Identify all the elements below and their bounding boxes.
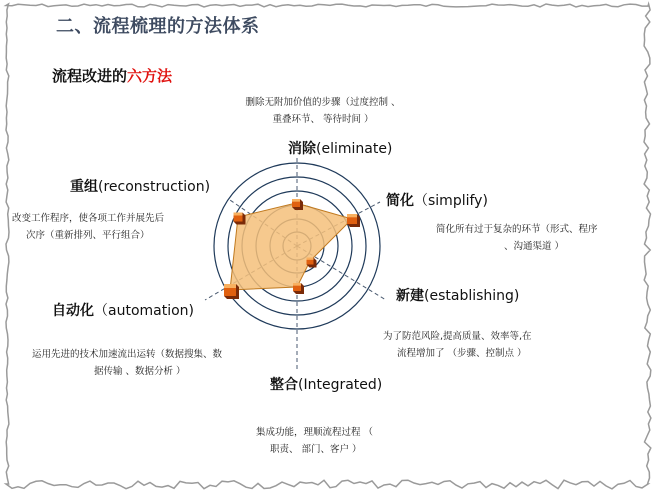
simplify-description: 简化所有过于复杂的环节（形式、程序 、沟通渠道 ） [436, 224, 598, 252]
method-label-automation: 自动化（automation) [52, 303, 195, 319]
method-label-integrated: 整合(Integrated) [270, 377, 383, 393]
radar-marker [292, 199, 303, 210]
page-title: 二、流程梳理的方法体系 [56, 16, 260, 37]
radar-marker [293, 283, 304, 294]
radar-marker [224, 284, 239, 299]
radar-marker [347, 214, 360, 227]
automation-description: 运用先进的技术加速流出运转（数据搜集、数 据传输 、数据分析 ） [32, 349, 223, 377]
radar-polygon [230, 203, 352, 290]
method-label-reconstruction: 重组(reconstruction) [70, 179, 211, 195]
eliminate-description: 删除无附加价值的步骤（过度控制 、 重叠环节、 等待时间 ） [245, 97, 401, 125]
section-subtitle: 流程改进的六方法 [52, 67, 173, 85]
radar-marker [234, 213, 246, 225]
integrated-description: 集成功能，理顺流程过程 （ 职责、 部门、客户 ） [256, 427, 374, 455]
method-label-eliminate: 消除(eliminate) [288, 141, 393, 157]
reconstruction-description: 改变工作程序，使各项工作并展先后 次序（重新排列、平行组合） [12, 213, 165, 241]
establishing-description: 为了防范风险,提高质量、效率等,在 流程增加了 （步骤、控制点 ） [383, 331, 532, 359]
method-label-establishing: 新建(establishing) [396, 288, 520, 304]
subtitle-highlight: 六方法 [127, 67, 173, 85]
method-label-simplify: 简化（simplify) [386, 193, 488, 209]
radar-marker [307, 258, 317, 268]
